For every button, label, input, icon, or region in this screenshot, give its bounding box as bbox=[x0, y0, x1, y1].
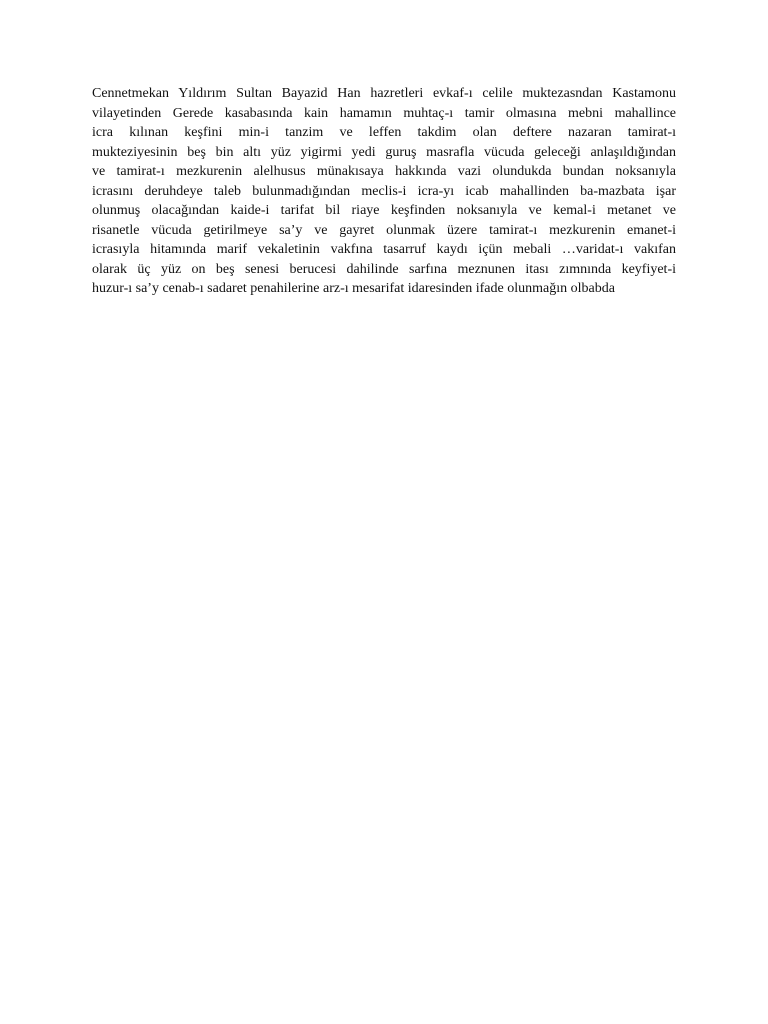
text-line: icrasını deruhdeye taleb bulunmadığından meclis-i icra-yı icab mahallinden ba-mazbata işar bbox=[92, 183, 676, 199]
text-line: olunmuş olacağından kaide-i tarifat bil riaye keşfinden noksanıyla ve kemal-i metanet ve bbox=[92, 203, 676, 218]
text-line: icra kılınan keşfini min-i tanzim ve leffen takdim olan deftere nazaran tamirat-ı bbox=[92, 125, 676, 140]
text-line: olarak üç yüz on beş senesi berucesi dahilinde sarfına meznunen itası zımnında keyfiyet-i bbox=[92, 261, 676, 277]
text-line: risanetle vücuda getirilmeye sa’y ve gayret olunmak üzere tamirat-ı mezkurenin emanet-i bbox=[92, 222, 676, 238]
text-line: vilayetinden Gerede kasabasında kain hamamın muhtaç-ı tamir olmasına mebni mahallince bbox=[92, 105, 676, 121]
body-paragraph bbox=[92, 84, 676, 299]
text-line: icrasıyla hitamında marif vekaletinin vakfına tasarruf kaydı içün mebali …varidat-ı vakıfan bbox=[92, 242, 676, 257]
text-line: huzur-ı sa’y cenab-ı sadaret penahilerine arz-ı mesarifat idaresinden ifade olunmağın olbabda bbox=[92, 281, 615, 296]
text-line: Cennetmekan Yıldırım Sultan Bayazid Han hazretleri evkaf-ı celile muktezasndan Kastamonu bbox=[92, 86, 676, 101]
text-line: ve tamirat-ı mezkurenin alelhusus münakısaya hakkında vazi olundukda bundan noksanıyla bbox=[92, 164, 676, 179]
text-line: mukteziyesinin beş bin altı yüz yigirmi yedi guruş masrafla vücuda geleceği anlaşıldığından bbox=[92, 144, 676, 160]
